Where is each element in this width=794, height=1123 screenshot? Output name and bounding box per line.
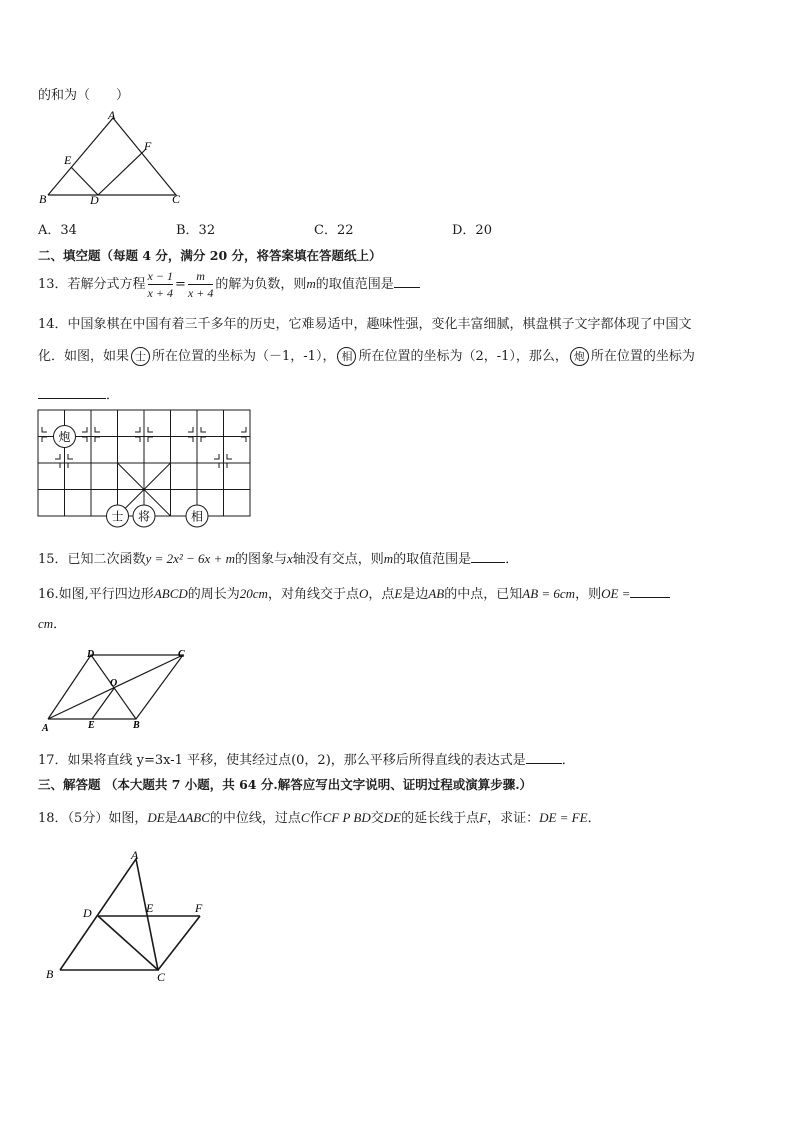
q12-triangle-figure (36, 108, 186, 208)
q13-frac2 (188, 268, 213, 301)
q18-label-b: B (46, 967, 54, 981)
q16-o: O (358, 586, 369, 601)
q12-option-d: D．20 (452, 223, 492, 238)
q17-end: ． (561, 753, 575, 768)
q18-fpt: F (479, 810, 488, 825)
q15 (38, 548, 518, 567)
q13-eq: = (174, 277, 186, 292)
q16-text-a: 16.如图,平行四边形 (38, 587, 154, 602)
q16-text-g: ，则 (575, 587, 602, 602)
q18-c: 的中位线，过点 (209, 811, 301, 826)
q12-label-b: B (39, 192, 47, 206)
q17-text: 17．如果将直线 y=3x-1 平移，使其经过点(0，2)，那么平移后所得直线的表达式是 (38, 753, 526, 768)
q16-unit-end: ． (53, 617, 67, 632)
q13-mid: 的解为负数，则 (215, 277, 307, 292)
q14-line2-b: 所在位置的坐标为（－1，-1）， (152, 349, 336, 364)
q13-frac2-num: m (188, 268, 213, 285)
q12-label-d: D (90, 193, 99, 207)
q13-var: m (306, 276, 316, 291)
q16-line2 (38, 613, 66, 632)
q18-de: DE (147, 810, 165, 825)
board-pao-icon: 炮 (58, 430, 71, 444)
q12-label-c: C (172, 192, 181, 206)
q15-mid2: 轴没有交点，则 (292, 552, 384, 567)
q18-label-a: A (131, 848, 139, 862)
q15-prefix: 15．已知二次函数 (38, 552, 146, 567)
q16-abcd: ABCD (153, 586, 188, 601)
q12-label-a: A (108, 108, 116, 122)
q17-answer-blank[interactable] (526, 751, 562, 764)
q15-var: m (383, 551, 394, 566)
q18-label-e: E (146, 901, 154, 915)
board-xiang-icon: 相 (190, 509, 204, 524)
q16-text-b: 的周长为 (187, 587, 240, 602)
q15-xvar: x (286, 551, 293, 566)
q16-label-o: O (110, 678, 118, 689)
q15-mid: 的图象与 (234, 552, 287, 567)
xiang-piece-icon: 相 (337, 347, 356, 366)
q13 (38, 266, 420, 303)
q16-label-e: E (88, 720, 95, 731)
chess-board-figure (34, 406, 256, 532)
board-jiang-icon: 将 (137, 509, 151, 524)
q16-text-c: ，对角线交于点 (267, 587, 359, 602)
q13-answer-blank[interactable] (394, 275, 420, 288)
q18-g: ，求证： (487, 811, 540, 826)
q18-h: ． (587, 811, 601, 826)
q14-line3-end: ． (106, 388, 120, 403)
q12-label-f: F (144, 139, 152, 153)
q16-perimeter: 20cm (239, 586, 268, 601)
q14-line2-c: 所在位置的坐标为（2，-1），那么， (358, 349, 568, 364)
q14-line1: 14．中国象棋在中国有着三千多年的历史，它难易适中，趣味性强，变化丰富细腻，棋盘棋子文字都体现了中国文 (38, 317, 692, 332)
q18-label-f: F (195, 901, 203, 915)
pao-piece-icon: 炮 (570, 347, 589, 366)
q16-text-e: 是边 (402, 587, 429, 602)
q15-answer-blank[interactable] (471, 550, 505, 563)
q13-frac1-num: x − 1 (147, 269, 173, 283)
q12-option-a: A．34 (38, 223, 77, 238)
q18-label-d: D (83, 906, 92, 920)
q12-option-b: B．32 (176, 223, 216, 238)
q16-line1 (38, 583, 670, 602)
q14-line2-a: 化．如图，如果 (38, 349, 130, 364)
shi-piece-icon: 士 (131, 347, 150, 366)
q12-option-c: C．22 (314, 223, 354, 238)
q12-tail: 的和为（ ） (38, 88, 130, 103)
q18-b: 是 (164, 811, 178, 826)
q14-line2 (38, 346, 695, 368)
q18-label-c: C (157, 970, 166, 984)
q14-line3 (38, 384, 119, 403)
q18-f: 的延长线于点 (401, 811, 480, 826)
q18-tri: ΔABC (177, 810, 210, 825)
board-shi-icon: 士 (111, 509, 124, 524)
q16-label-d: D (87, 649, 95, 660)
q13-frac2-den: x + 4 (187, 286, 214, 300)
q16-label-b: B (133, 720, 140, 731)
q15-suffix: 的取值范围是 (393, 552, 472, 567)
q18-proof: DE = FE (539, 810, 588, 825)
q18-d: 作 (309, 811, 323, 826)
q13-prefix: 13．若解分式方程 (38, 277, 146, 292)
q18-triangle-figure (40, 845, 220, 985)
q13-frac1-den: x + 4 (147, 286, 173, 300)
q15-end: ． (505, 552, 519, 567)
q18-de2: DE (383, 810, 402, 825)
q16-oe-eq: OE = (601, 586, 631, 601)
q13-suffix: 的取值范围是 (315, 277, 394, 292)
q18-cf: CF P BD (322, 810, 371, 825)
q14-line2-d: 所在位置的坐标为 (590, 349, 695, 364)
section2-heading: 二、填空题（每题 4 分，满分 20 分，将答案填在答题纸上） (38, 248, 382, 263)
q18-e: 交 (370, 811, 384, 826)
q12-label-e: E (64, 153, 72, 167)
q18-cpt: C (300, 810, 310, 825)
q17 (38, 749, 575, 768)
q16-ab: AB (428, 586, 445, 601)
q16-text-d: ，点 (368, 587, 395, 602)
q14-answer-blank[interactable] (38, 386, 106, 399)
q18 (38, 807, 601, 826)
q16-label-a: A (42, 723, 49, 734)
q16-parallelogram-figure (38, 645, 198, 737)
q15-formula: y = 2x² − 6x + m (145, 551, 235, 566)
q16-answer-blank[interactable] (630, 585, 670, 598)
q16-label-c: C (178, 649, 185, 660)
q16-ab-eq: AB = 6cm (522, 586, 576, 601)
q13-frac1 (148, 268, 173, 301)
section3-heading: 三、解答题 （本大题共 7 小题，共 64 分.解答应写出文字说明、证明过程或演算步骤.） (38, 777, 533, 792)
q16-text-f: 的中点，已知 (444, 587, 523, 602)
q16-e: E (394, 586, 403, 601)
q16-unit: cm (38, 616, 54, 631)
q18-a: 18．（5分）如图， (38, 811, 148, 826)
